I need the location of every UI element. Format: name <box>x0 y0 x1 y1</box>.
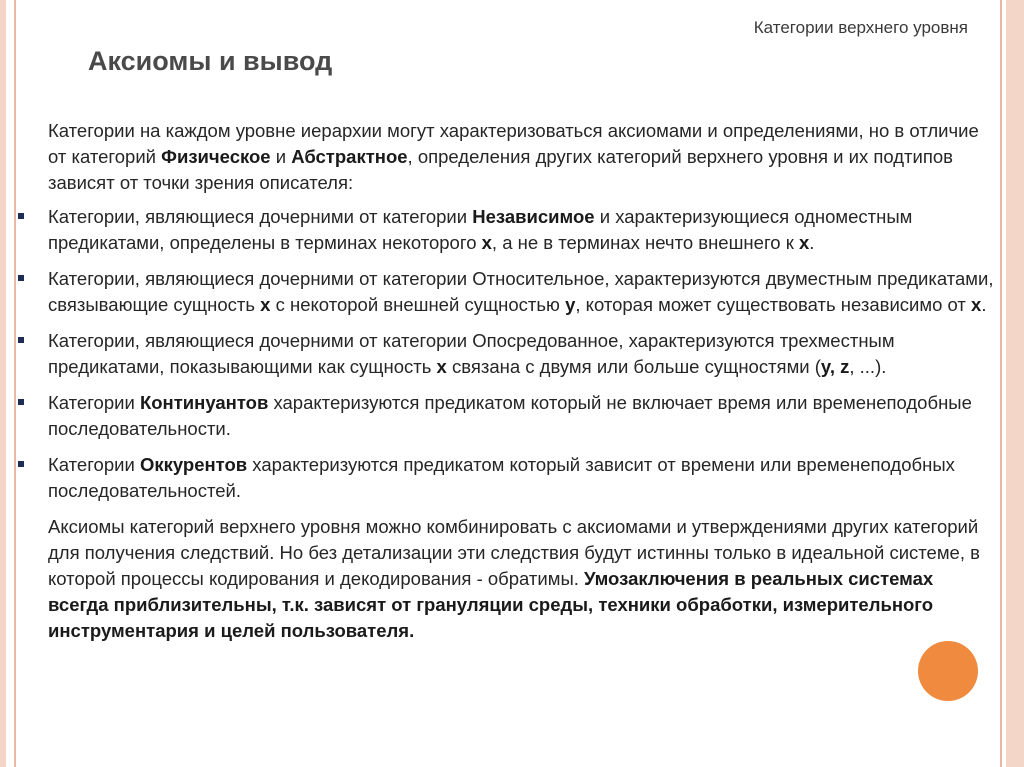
bullet-item-relative: Категории, являющиеся дочерними от категории Относительное, характеризуются двуместным предикатами, связывающие сущность x с некоторой внешней сущностью y, которая может существовать независимо от x. <box>18 266 998 318</box>
bullet-item-mediated: Категории, являющиеся дочерними от категории Опосредованное, характеризуются трехместным предикатами, показывающими как сущность x связана с двумя или больше сущностями (y, z, ...). <box>18 328 998 380</box>
decorative-orange-circle <box>918 641 978 701</box>
slide-frame-line-left <box>14 0 16 767</box>
slide-title: Аксиомы и вывод <box>88 46 333 76</box>
square-bullet-icon <box>18 461 24 467</box>
bullet-item-occurrents: Категории Оккурентов характеризуются предикатом который зависит от времени или временеподобных последовательностей. <box>18 452 998 504</box>
slide-frame-right <box>1006 0 1024 767</box>
slide-frame-line-right <box>1000 0 1002 767</box>
slide-content <box>18 118 998 652</box>
square-bullet-icon <box>18 399 24 405</box>
bullet-item-continuants: Категории Континуантов характеризуются предикатом который не включает время или временеподобные последовательности. <box>18 390 998 442</box>
slide-frame-left <box>0 0 6 767</box>
square-bullet-icon <box>18 275 24 281</box>
section-label: Категории верхнего уровня <box>753 18 968 37</box>
intro-paragraph: Категории на каждом уровне иерархии могут характеризоваться аксиомами и определениями, но в отличие от категорий Физическое и Абстрактное, определения других категорий верхнего уровня и их подтипов зависят от точки зрения описателя: <box>48 120 979 193</box>
square-bullet-icon <box>18 213 24 219</box>
conclusion-paragraph: Аксиомы категорий верхнего уровня можно комбинировать с аксиомами и утверждениями других категорий для получения следствий. Но без детализации эти следствия будут истинны только в идеальной системе, в которой процессы кодирования и декодирования - обратимы. Умозаключения в реальных системах всегда приблизительны, т.к. зависят от грануляции среды, техники обработки, измерительного инструментария и целей пользователя. <box>48 516 980 641</box>
square-bullet-icon <box>18 337 24 343</box>
bullet-item-independent: Категории, являющиеся дочерними от категории Независимое и характеризующиеся одноместным предикатами, определены в терминах некоторого x, а не в терминах нечто внешнего к x. <box>18 204 998 256</box>
